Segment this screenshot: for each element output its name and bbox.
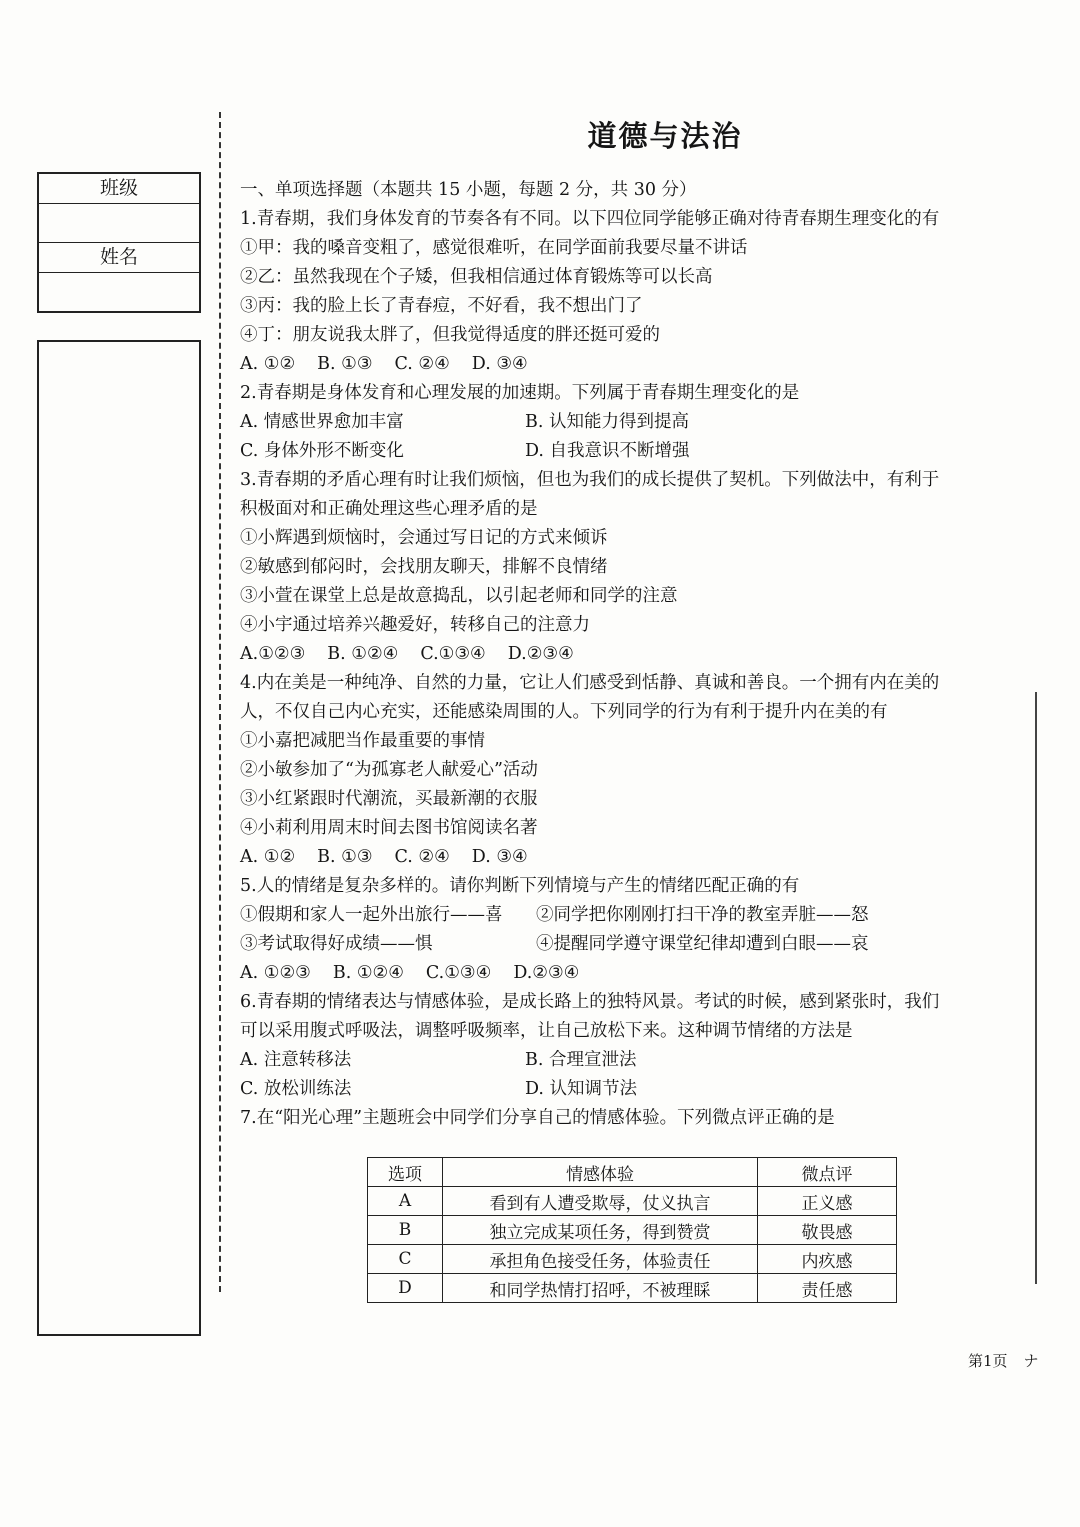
option-c: C.①③④	[420, 644, 486, 664]
question-item: ③小萱在课堂上总是故意捣乱，以引起老师和同学的注意	[240, 586, 678, 606]
answer-options-row	[240, 437, 1020, 466]
question-item: ②敏感到郁闷时，会找朋友聊天，排解不良情绪	[240, 557, 608, 577]
option-a: A. ①②③	[240, 963, 311, 983]
table-header: 微点评	[758, 1158, 897, 1187]
question-4	[240, 669, 1020, 872]
question-item: ③小红紧跟时代潮流，买最新潮的衣服	[240, 789, 538, 809]
right-margin-line	[1035, 692, 1037, 1284]
question-item: ④小宇通过培养兴趣爱好，转移自己的注意力	[240, 615, 590, 635]
seal-area-box	[37, 340, 201, 1336]
question-item: ②同学把你刚刚打扫干净的教室弄脏——怒	[536, 905, 869, 925]
class-field[interactable]	[39, 204, 199, 243]
question-stem: 7.在“阳光心理”主题班会中同学们分享自己的情感体验。下列微点评正确的是	[240, 1108, 835, 1128]
table-header: 情感体验	[443, 1158, 758, 1187]
page-number: 第1页	[968, 1352, 1008, 1370]
question-3	[240, 466, 1020, 669]
table-row	[368, 1216, 897, 1245]
answer-options-row	[240, 1046, 1020, 1075]
answer-options	[240, 350, 1020, 379]
option-d: D.②③④	[507, 644, 574, 664]
question-item: ①小辉遇到烦恼时，会通过写日记的方式来倾诉	[240, 528, 608, 548]
section-title: 一、单项选择题（本题共 15 小题，每题 2 分，共 30 分）	[240, 180, 697, 200]
name-field[interactable]	[39, 273, 199, 311]
question-6	[240, 988, 1020, 1104]
question-item: ④小莉利用周末时间去图书馆阅读名著	[240, 818, 538, 838]
option-d: D. ③④	[471, 847, 528, 867]
question-item: ③丙：我的脸上长了青春痘，不好看，我不想出门了	[240, 296, 643, 316]
question-item: ③考试取得好成绩——惧	[240, 934, 433, 954]
question-item: ①甲：我的嗓音变粗了，感觉很难听，在同学面前我要尽量不讲话	[240, 238, 748, 258]
answer-options	[240, 959, 1020, 988]
page-footer	[968, 1350, 1039, 1371]
table-cell: B	[368, 1216, 443, 1245]
table-cell: A	[368, 1187, 443, 1216]
option-a: A.①②③	[240, 644, 306, 664]
question-stem: 积极面对和正确处理这些心理矛盾的是	[240, 499, 538, 519]
question-stem: 人，不仅自己内心充实，还能感染周围的人。下列同学的行为有利于提升内在美的有	[240, 702, 888, 722]
option-d: D.②③④	[513, 963, 580, 983]
option-a: A. ①②	[240, 354, 296, 374]
question-2	[240, 379, 1020, 466]
option-a: A. ①②	[240, 847, 296, 867]
table-header: 选项	[368, 1158, 443, 1187]
table-cell: 内疚感	[758, 1245, 897, 1274]
table-cell: C	[368, 1245, 443, 1274]
option-b: B. ①②④	[332, 963, 404, 983]
question-item: ④提醒同学遵守课堂纪律却遭到白眼——哀	[536, 934, 869, 954]
answer-options-row	[240, 1075, 1020, 1104]
table-row	[368, 1187, 897, 1216]
exam-content	[240, 176, 1020, 1133]
table-cell: 独立完成某项任务，得到赞赏	[443, 1216, 758, 1245]
table-cell: 敬畏感	[758, 1216, 897, 1245]
table-cell: 看到有人遭受欺辱，仗义执言	[443, 1187, 758, 1216]
question-item: ②小敏参加了“为孤寡老人献爱心”活动	[240, 760, 538, 780]
question-stem: 3.青春期的矛盾心理有时让我们烦恼，但也为我们的成长提供了契机。下列做法中，有利于	[240, 470, 940, 490]
table-cell: D	[368, 1274, 443, 1303]
question-items-row	[240, 901, 1020, 930]
question-stem: 1.青春期，我们身体发育的节奏各有不同。以下四位同学能够正确对待青春期生理变化的有	[240, 209, 940, 229]
option-c: C. 放松训练法	[240, 1079, 352, 1099]
student-info-panel	[37, 172, 200, 313]
option-a: A. 注意转移法	[240, 1050, 352, 1070]
table-row	[368, 1274, 897, 1303]
question-stem: 4.内在美是一种纯净、自然的力量，它让人们感受到恬静、真诚和善良。一个拥有内在美的	[240, 673, 940, 693]
class-label: 班级	[39, 174, 199, 204]
option-d: D. ③④	[471, 354, 528, 374]
option-b: B. ①②④	[327, 644, 399, 664]
option-d: D. 自我意识不断增强	[525, 441, 690, 461]
answer-options-row	[240, 408, 1020, 437]
option-c: C. ②④	[394, 847, 450, 867]
question-item: ④丁：朋友说我太胖了，但我觉得适度的胖还挺可爱的	[240, 325, 660, 345]
option-c: C. 身体外形不断变化	[240, 441, 404, 461]
question-stem: 5.人的情绪是复杂多样的。请你判断下列情境与产生的情绪匹配正确的有	[240, 876, 800, 896]
table-cell: 责任感	[758, 1274, 897, 1303]
table-row	[368, 1245, 897, 1274]
question-5	[240, 872, 1020, 988]
option-a: A. 情感世界愈加丰富	[240, 412, 404, 432]
q7-table	[367, 1157, 897, 1303]
question-item: ①假期和家人一起外出旅行——喜	[240, 905, 503, 925]
question-items-row	[240, 930, 1020, 959]
question-stem: 可以采用腹式呼吸法，调整呼吸频率，让自己放松下来。这种调节情绪的方法是	[240, 1021, 853, 1041]
margin-mark: ナ	[1023, 1352, 1039, 1370]
question-1	[240, 205, 1020, 379]
question-item: ①小嘉把减肥当作最重要的事情	[240, 731, 485, 751]
option-d: D. 认知调节法	[525, 1079, 638, 1099]
question-7	[240, 1104, 1020, 1133]
answer-options	[240, 843, 1020, 872]
table-cell: 承担角色接受任务，体验责任	[443, 1245, 758, 1274]
question-item: ②乙：虽然我现在个子矮，但我相信通过体育锻炼等可以长高	[240, 267, 713, 287]
question-stem: 2.青春期是身体发育和心理发展的加速期。下列属于青春期生理变化的是	[240, 383, 800, 403]
option-c: C. ②④	[394, 354, 450, 374]
answer-options	[240, 640, 1020, 669]
table-header-row	[368, 1158, 897, 1187]
binding-cut-line	[219, 112, 221, 1292]
student-info-box	[37, 172, 201, 313]
table-cell: 和同学热情打招呼，不被理睬	[443, 1274, 758, 1303]
question-stem: 6.青春期的情绪表达与情感体验，是成长路上的独特风景。考试的时候，感到紧张时，我们	[240, 992, 940, 1012]
page-title: 道德与法治	[587, 119, 743, 153]
option-b: B. ①③	[317, 354, 373, 374]
option-b: B. 合理宣泄法	[525, 1050, 637, 1070]
table-cell: 正义感	[758, 1187, 897, 1216]
option-c: C.①③④	[425, 963, 492, 983]
option-b: B. 认知能力得到提高	[525, 412, 689, 432]
name-label: 姓名	[39, 243, 199, 273]
option-b: B. ①③	[317, 847, 373, 867]
